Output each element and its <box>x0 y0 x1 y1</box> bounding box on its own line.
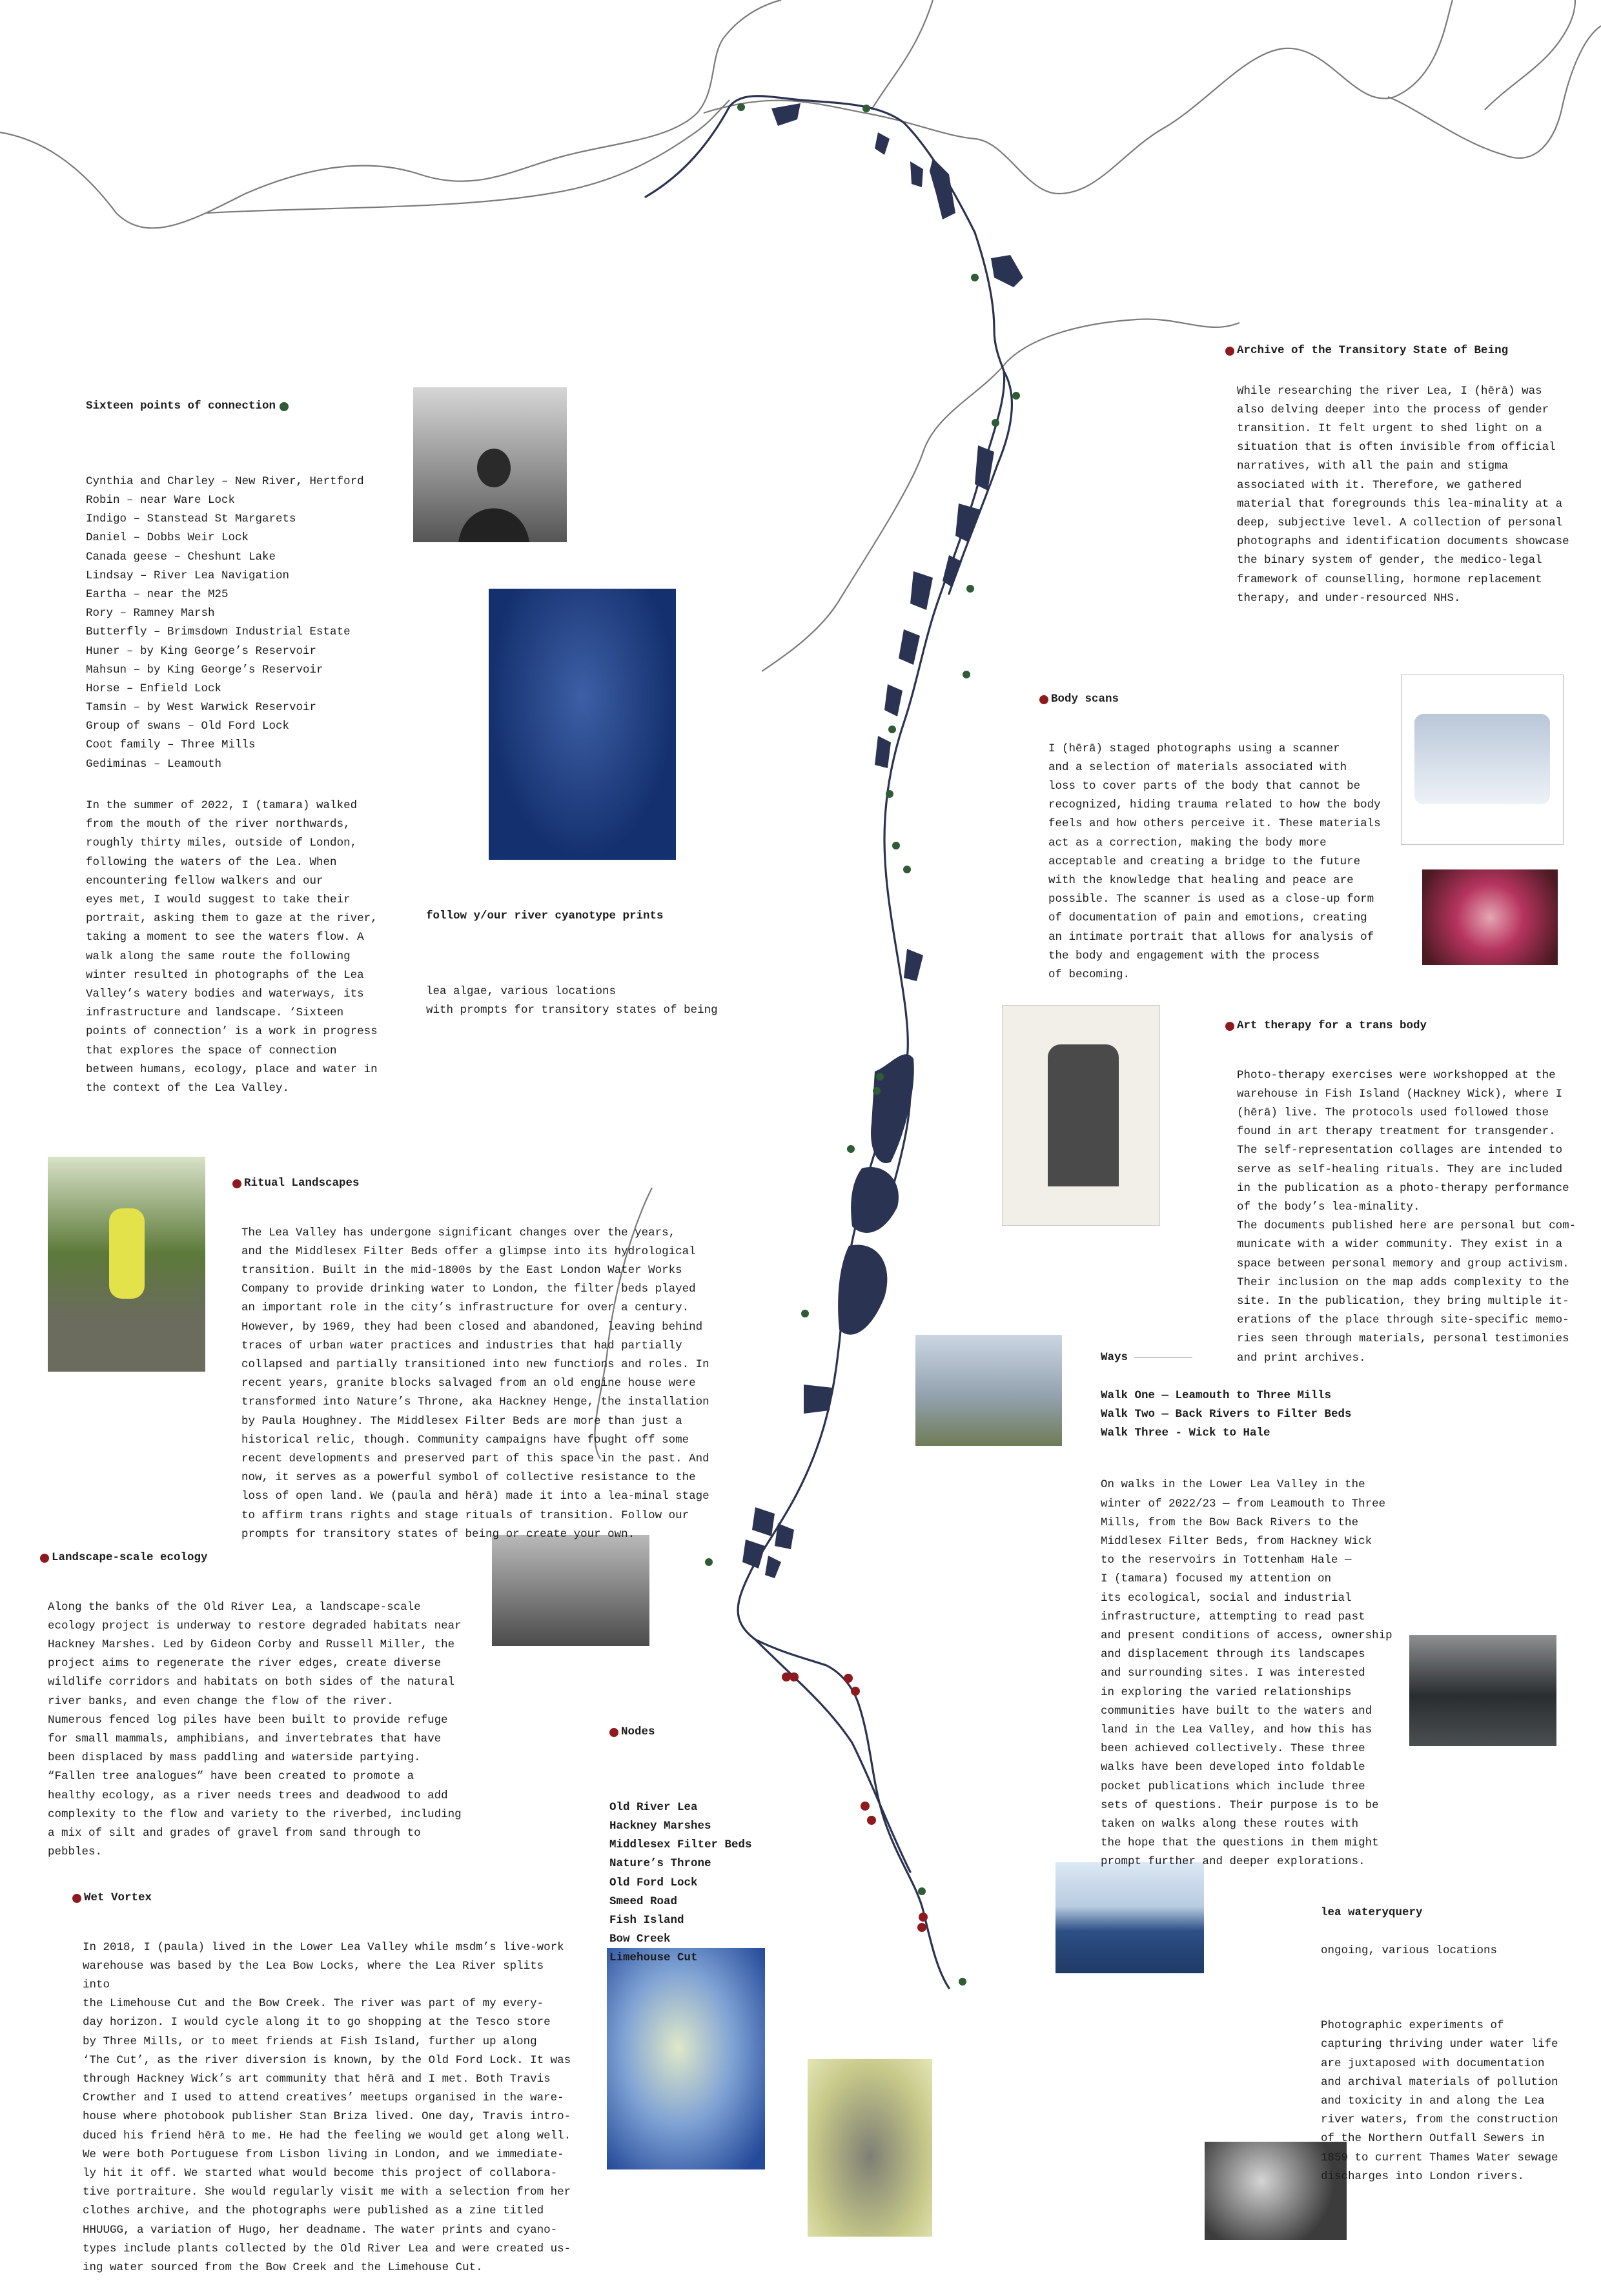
red-marker-icon <box>609 1728 618 1737</box>
green-markers <box>705 103 1020 1986</box>
ecology-title: Landscape-scale ecology <box>52 1551 208 1565</box>
walk-item: Walk One — Leamouth to Three Mills <box>1101 1388 1332 1402</box>
portrait-list-item: Butterfly – Brimsdown Industrial Estate <box>86 625 351 639</box>
ritual-body: The Lea Valley has undergone significant changes over the years, and the Middlesex Filter Beds offer a glimpse into its hydrological transition. Built in the mid-1800s by the East London Water Works Company to provide drinking water to London, the filter beds played an important role in the city’s infrastructure for over a century. However, by 1969, they had been closed and abandoned, leaving behind traces of urban water practices and industries that had partially collapsed and partially transitioned into new functions and roles. In recent years, granite blocks salvaged from an old engine house were transformed into Nature’s Throne, aka Hackney Henge, the installation by Paula Houghney. The Middlesex Filter Beds are more than just a historical relic, though. Community campaigns have fought off some recent developments and preserved part of this space in the past. And now, it serves as a powerful symbol of collective resistance to the loss of open land. We (paula and hērā) made it into a lea-minal stage to affirm trans rights and stage rituals of transition. Follow our prompts for transitory states of being or create your own. <box>241 1226 709 1541</box>
body-scans-heading <box>1039 690 1401 709</box>
lake <box>871 1054 914 1163</box>
ways-heading <box>1101 1348 1436 1367</box>
boundary-line <box>1388 26 1601 158</box>
green-marker <box>918 1887 926 1895</box>
lake <box>943 555 962 587</box>
ways-section <box>1101 1330 1436 1891</box>
red-marker <box>790 1672 799 1681</box>
cyanotype-body: lea algae, various locations with prompts for transitory states of being <box>426 984 718 1017</box>
photo-ritual-throne <box>48 1157 205 1372</box>
sixteen-points-body: In the summer of 2022, I (tamara) walked from the mouth of the river northwards, roughly thirty miles, outside of London, following the waters of the Lea. When encountering fellow walkers and our eyes met, I would suggest to take their portrait, asking them to gaze at the river, taking a moment to see the waters flow. A walk along the same route the following winter resulted in photographs of the Lea Valley’s watery bodies and waterways, its infrastructure and landscape. ‘Sixteen points of connection’ is a work in progress that explores the space of connection between humans, ecology, place and water in the context of the Lea Valley. <box>86 799 378 1095</box>
lake <box>771 103 800 126</box>
portrait-list <box>86 472 396 774</box>
green-marker <box>886 790 893 798</box>
boundary-line <box>0 0 781 228</box>
photo-cyanotype <box>489 589 676 860</box>
ecology-section <box>40 1530 473 1881</box>
portrait-list-item: Mahsun – by King George’s Reservoir <box>86 663 323 676</box>
nodes-title: Nodes <box>621 1725 655 1739</box>
lake <box>910 571 933 610</box>
portrait-list-item: Indigo – Stanstead St Margarets <box>86 513 296 526</box>
lake <box>742 1539 765 1569</box>
green-marker <box>971 274 979 281</box>
node-item: Bow Creek <box>609 1933 671 1946</box>
node-item: Fish Island <box>609 1913 684 1927</box>
boundary-line <box>704 0 1453 194</box>
lake <box>875 736 891 768</box>
lake <box>991 255 1023 287</box>
portrait-list-item: Cynthia and Charley – New River, Hertford <box>86 474 364 488</box>
red-marker-icon <box>1039 695 1048 704</box>
green-marker <box>903 866 911 873</box>
lake <box>904 949 923 981</box>
red-marker <box>861 1802 870 1811</box>
cyanotype-section <box>426 888 736 1039</box>
boundary-line <box>872 0 933 110</box>
body-scans-title: Body scans <box>1051 693 1119 706</box>
art-therapy-title: Art therapy for a trans body <box>1237 1019 1427 1033</box>
red-marker <box>917 1923 926 1932</box>
portrait-list-item: Daniel – Dobbs Weir Lock <box>86 531 249 545</box>
photo-body-scan-pouch <box>1401 675 1564 845</box>
red-marker-icon <box>1225 347 1234 356</box>
green-marker <box>966 585 974 593</box>
archive-heading <box>1225 341 1587 360</box>
portrait-list-item: Gediminas – Leamouth <box>86 757 222 771</box>
node-item: Nature’s Throne <box>609 1857 711 1871</box>
green-marker <box>847 1145 855 1153</box>
body-scans-section <box>1039 671 1401 1003</box>
wet-vortex-heading <box>72 1889 576 1907</box>
lake <box>752 1507 775 1536</box>
ways-body: On walks in the Lower Lea Valley in the winter of 2022/23 — from Leamouth to Three Mills, from the Bow Back Rivers to the Middlesex Filter Beds, from Hackney Wick to the reservoirs in Tottenham Hale — I (tamara) focused my attention on its ecological, social and industrial infrastructure, attempting to read past and present conditions of access, ownership and displacement through its landscapes and surrounding sites. I was interested in exploring the varied relationships communities have built to the waters and land in the Lea Valley, and how this has been achieved collectively. These three walks have been developed into foldable pocket publications which include three sets of questions. Their purpose is to be taken on walks along these routes with the hope that the questions in them might prompt further and deeper explorations. <box>1101 1478 1392 1869</box>
lake <box>884 684 902 716</box>
wateryquery-title: lea wateryquery <box>1321 1906 1423 1920</box>
wet-vortex-title: Wet Vortex <box>84 1891 152 1905</box>
green-marker <box>862 105 870 112</box>
photo-wet-vortex-statue <box>808 2059 932 2237</box>
green-marker <box>1012 392 1020 400</box>
lake <box>838 1245 887 1334</box>
archive-section <box>1225 323 1587 627</box>
node-item: Smeed Road <box>609 1895 678 1908</box>
red-marker-icon <box>72 1894 81 1903</box>
walk-item: Walk Three - Wick to Hale <box>1101 1426 1270 1439</box>
red-marker-icon <box>1225 1022 1234 1031</box>
nodes-heading <box>609 1723 816 1742</box>
ways-title: Ways <box>1101 1351 1128 1365</box>
node-item: Old Ford Lock <box>609 1876 698 1889</box>
portrait-list-item: Rory – Ramney Marsh <box>86 607 215 620</box>
lake <box>899 629 920 665</box>
red-marker <box>851 1687 860 1696</box>
wateryquery-body: Photographic experiments of capturing thriving under water life are juxtaposed with documentation and archival materials of pollution and toxicity in and along the Lea river waters, from the construction of the Northern Outfall Sewers in 1859 to current Thames Water sewage discharges into London rivers. <box>1321 2019 1558 2183</box>
green-marker <box>876 1073 884 1081</box>
green-marker <box>963 671 970 678</box>
ways-rule <box>1134 1357 1192 1358</box>
walks-list <box>1101 1387 1436 1443</box>
green-marker <box>801 1310 809 1317</box>
ecology-heading <box>40 1549 473 1567</box>
green-marker <box>873 1087 881 1095</box>
portrait-list-item: Tamsin – by West Warwick Reservoir <box>86 701 317 715</box>
ritual-title: Ritual Landscapes <box>244 1177 360 1190</box>
node-item: Old River Lea <box>609 1800 698 1814</box>
ecology-body: Along the banks of the Old River Lea, a landscape-scale ecology project is underway to restore degraded habitats near Hackney Marshes. Led by Gideon Corby and Russell Miller, the project aims to regenerate the river edges, create diverse wildlife corridors and habitats on both sides of the natural river banks, and even change the flow of the river. Numerous fenced log piles have been built to provide refuge for small mammals, amphibians, and invertebrates that have been displaced by mass paddling and waterside partying. “Fallen tree analogues” have been created to promote a healthy ecology, as a river needs trees and deadwood to add complexity to the flow and variety to the riverbed, including a mix of silt and grades of gravel from sand through to pebbles. <box>48 1600 462 1859</box>
portrait-list-item: Huner – by King George’s Reservoir <box>86 644 317 658</box>
red-marker-icon <box>40 1554 49 1563</box>
portrait-list-item: Group of swans – Old Ford Lock <box>86 720 290 733</box>
green-marker <box>892 842 900 849</box>
portrait-list-item: Lindsay – River Lea Navigation <box>86 569 290 582</box>
green-marker <box>959 1978 966 1986</box>
lake <box>804 1385 833 1414</box>
sixteen-points-heading <box>86 397 396 416</box>
ritual-heading <box>232 1174 729 1193</box>
portrait-list-item: Eartha – near the M25 <box>86 587 229 601</box>
portrait-list-item: Coot family – Three Mills <box>86 738 256 752</box>
wet-vortex-section <box>72 1870 576 2296</box>
cyanotype-title: follow y/our river cyanotype prints <box>426 909 664 923</box>
green-marker <box>888 726 896 733</box>
nodes-section <box>609 1704 816 1987</box>
boundary-line <box>1007 319 1239 361</box>
walk-item: Walk Two — Back Rivers to Filter Beds <box>1101 1407 1352 1421</box>
red-marker-icon <box>232 1179 241 1188</box>
green-marker-icon <box>280 402 289 411</box>
portrait-list-item: Horse – Enfield Lock <box>86 682 222 695</box>
nodes-list <box>609 1798 816 1968</box>
lake <box>765 1556 781 1578</box>
green-marker <box>992 419 999 427</box>
red-marker <box>919 1913 928 1922</box>
photo-collage <box>1002 1005 1160 1226</box>
lake <box>875 132 890 155</box>
lake <box>910 161 923 187</box>
node-item: Hackney Marshes <box>609 1820 711 1833</box>
boundary-line <box>207 100 729 213</box>
archive-body: While researching the river Lea, I (hērā) was also delving deeper into the process of gender transition. It felt urgent to shed light on a situation that is often invisible from official narratives, with all the pain and stigma associated with it. Therefore, we gathered material that foregrounds this lea-minality at a deep, subjective level. A collection of personal photographs and identification documents showcase the binary system of gender, the medico-legal framework of counselling, hormone replacement therapy, and under-resourced NHS. <box>1237 384 1569 605</box>
node-item: Middlesex Filter Beds <box>609 1838 752 1852</box>
archive-title: Archive of the Transitory State of Being <box>1237 344 1509 358</box>
sixteen-points-title: Sixteen points of connection <box>86 400 276 413</box>
red-marker <box>867 1816 876 1825</box>
art-therapy-heading <box>1225 1017 1587 1035</box>
ritual-landscapes-section <box>232 1155 729 1563</box>
wateryquery-subtitle: ongoing, various locations <box>1321 1944 1498 1957</box>
red-marker <box>782 1672 791 1681</box>
node-item: Limehouse Cut <box>609 1951 698 1965</box>
lake <box>955 503 981 542</box>
lake <box>851 1167 899 1233</box>
wet-vortex-body: In 2018, I (paula) lived in the Lower Lea Valley while msdm’s live-work warehouse was based by the Lea Bow Locks, where the Lea River splits into the Limehouse Cut and the Bow Creek. The river was part of my every- day horizon. I would cycle along it to go shopping at the Tesco store by Three Mills, or to meet friends at Fish Island, further up along ‘The Cut’, as the river diversion is known, by the Old Ford Lock. It was through Hackney Wick’s art community that hērā and I met. Both Travis Crowther and I used to attend creatives’ meetups organised in the ware- house where photobook publisher Stan Briza lived. One day, Travis intro- duced his friend hērā to me. He had the feeling we would get along well. We were both Portuguese from Lisbon living in London, and we immediate- ly hit it off. We started what would become this project of collabora- tive portraiture. She would regularly visit me with a selection from her clothes archive, and the photographs were published as a zine titled HHUUGG, a variation of Hugo, her deadname. The water prints and cyano- types include plants collected by the Old River Lea and were created us- ing water sourced from the Bow Creek and the Limehouse Cut. <box>83 1940 571 2275</box>
body-scans-body: I (hērā) staged photographs using a scanner and a selection of materials associated with loss to cover parts of the body that cannot be recognized, hiding trauma related to how the body feels and how others perceive it. These materials act as a correction, making the body more acceptable and creating a bridge to the future with the knowledge that healing and peace are possible. The scanner is used as a close-up form of documentation of pain and emotions, creating an intimate portrait that allows for analysis of the body and engagement with the process of becoming. <box>1048 742 1381 982</box>
portrait-list-item: Canada geese – Cheshunt Lake <box>86 550 276 564</box>
art-therapy-section <box>1225 998 1587 1387</box>
green-marker <box>737 103 745 111</box>
sixteen-points-section <box>86 378 396 1117</box>
photo-fence <box>915 1335 1062 1446</box>
red-marker <box>844 1674 853 1683</box>
portrait-list-item: Robin – near Ware Lock <box>86 494 236 507</box>
art-therapy-body: Photo-therapy exercises were workshopped at the warehouse in Fish Island (Hackney Wick), where I (hērā) live. The protocols used followed those found in art therapy treatment for transgender. The self-representation collages are intended to serve as self-healing rituals. They are included in the publication as a photo-therapy performance of the body’s lea-minality. The documents published here are personal but com- municate with a wider community. They exist in a space between personal memory and group activism. Their inclusion on the map adds complexity to the site. In the publication, they bring multiple it- erations of the place through site-specific memo- ries seen through materials, personal testimonies and print archives. <box>1237 1068 1576 1365</box>
wateryquery-section <box>1321 1885 1592 2205</box>
photo-body-scan-pink <box>1422 869 1558 965</box>
boundary-line <box>1485 0 1575 110</box>
photo-portrait-river <box>413 387 567 542</box>
lake <box>775 1523 794 1549</box>
